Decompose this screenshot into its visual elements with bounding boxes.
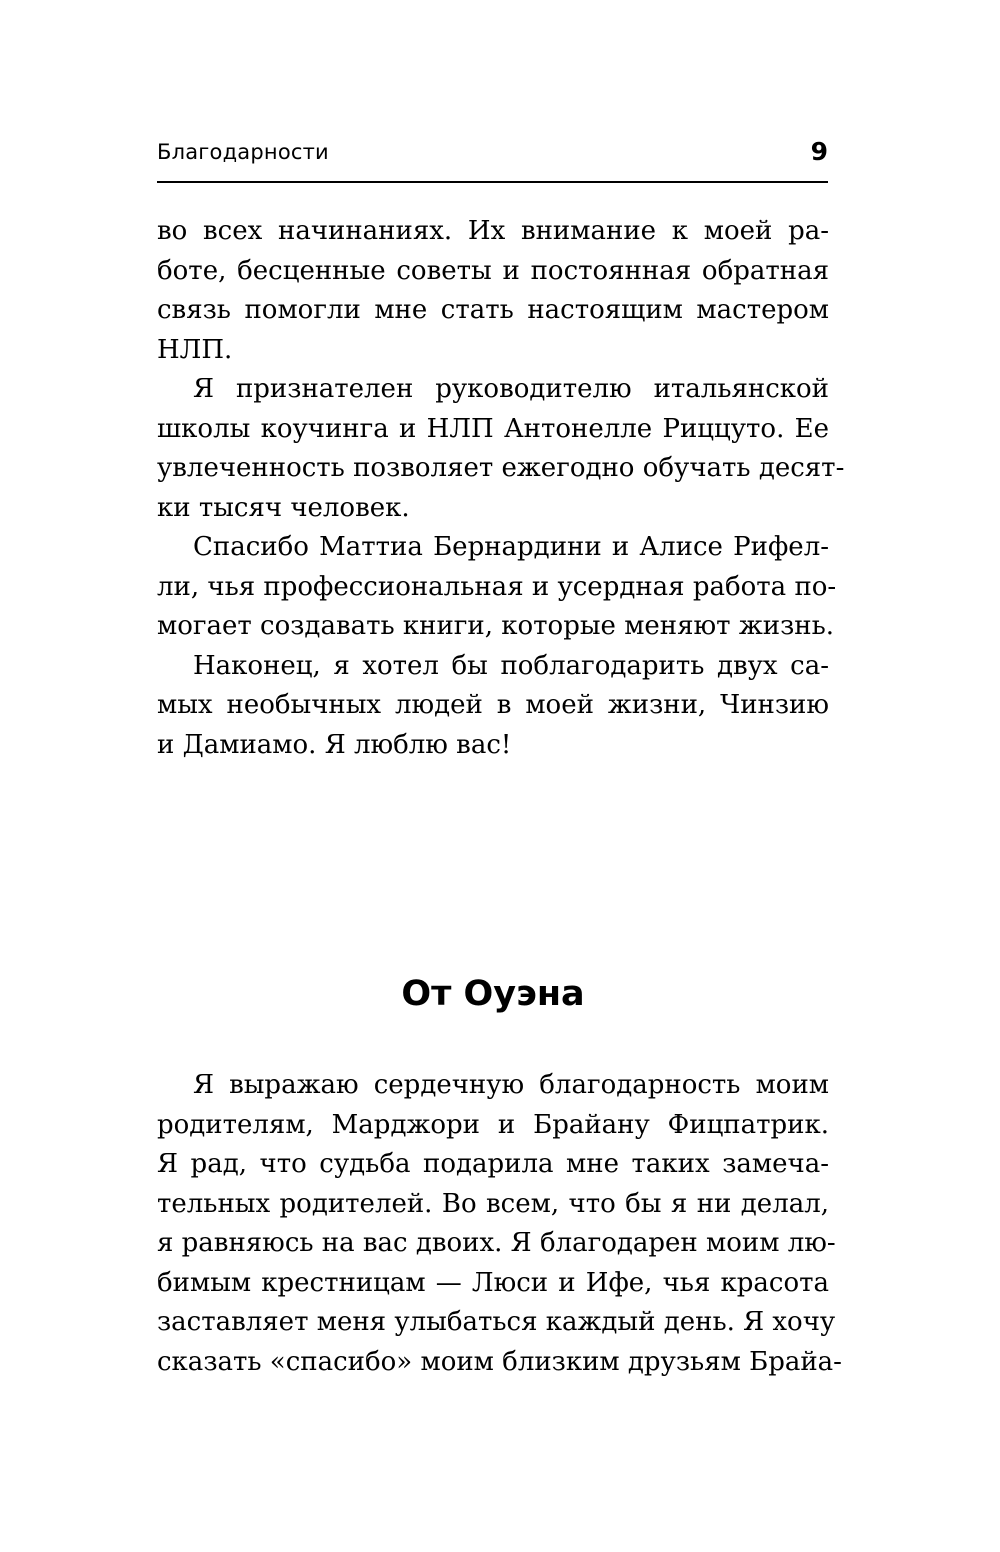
text-line: тельных родителей. Во всем, что бы я ни делал, <box>157 1188 829 1219</box>
section-heading: От Оуэна <box>401 974 585 1015</box>
running-title: Благодарности <box>157 140 329 164</box>
text-line: сказать «спасибо» моим близким друзьям Брайа- <box>157 1346 842 1377</box>
text-line: и Дамиамо. Я люблю вас! <box>157 729 512 760</box>
text-line: ли, чья профессиональная и усердная работа по- <box>157 571 837 602</box>
owen-acknowledgements-text <box>157 1066 842 1382</box>
page-number: 9 <box>810 137 828 166</box>
paragraph-first-line: Наконец, я хотел бы поблагодарить двух са- <box>193 650 829 681</box>
header-rule <box>157 181 828 183</box>
text-line: боте, бесценные советы и постоянная обратная <box>157 255 829 286</box>
text-line: школы коучинга и НЛП Антонелле Риццуто. Ее <box>157 413 829 444</box>
text-line: увлеченность позволяет ежегодно обучать десят- <box>157 453 845 483</box>
text-line: связь помогли мне стать настоящим мастером <box>157 295 829 325</box>
paragraph-first-line: Я выражаю сердечную благодарность моим <box>193 1070 829 1100</box>
text-line: НЛП. <box>157 334 233 365</box>
text-line: ки тысяч человек. <box>157 492 410 523</box>
text-line: во всех начинаниях. Их внимание к моей ра- <box>157 216 829 246</box>
text-line: я равняюсь на вас двоих. Я благодарен моим лю- <box>157 1228 836 1258</box>
paragraph-first-line: Я признателен руководителю итальянской <box>193 374 829 404</box>
text-line: заставляет меня улыбаться каждый день. Я хочу <box>157 1307 836 1337</box>
text-line: мых необычных людей в моей жизни, Чинзию <box>157 690 829 720</box>
running-head <box>157 132 828 172</box>
paragraph-first-line: Спасибо Маттиа Бернардини и Алисе Рифел- <box>193 532 829 562</box>
text-line: родителям, Марджори и Брайану Фицпатрик. <box>157 1109 829 1140</box>
text-line: Я рад, что судьба подарила мне таких замеча- <box>157 1149 829 1179</box>
acknowledgements-text <box>157 212 845 765</box>
text-line: могает создавать книги, которые меняют жизнь. <box>157 611 835 641</box>
text-line: бимым крестницам — Люси и Ифе, чья красота <box>157 1267 829 1298</box>
